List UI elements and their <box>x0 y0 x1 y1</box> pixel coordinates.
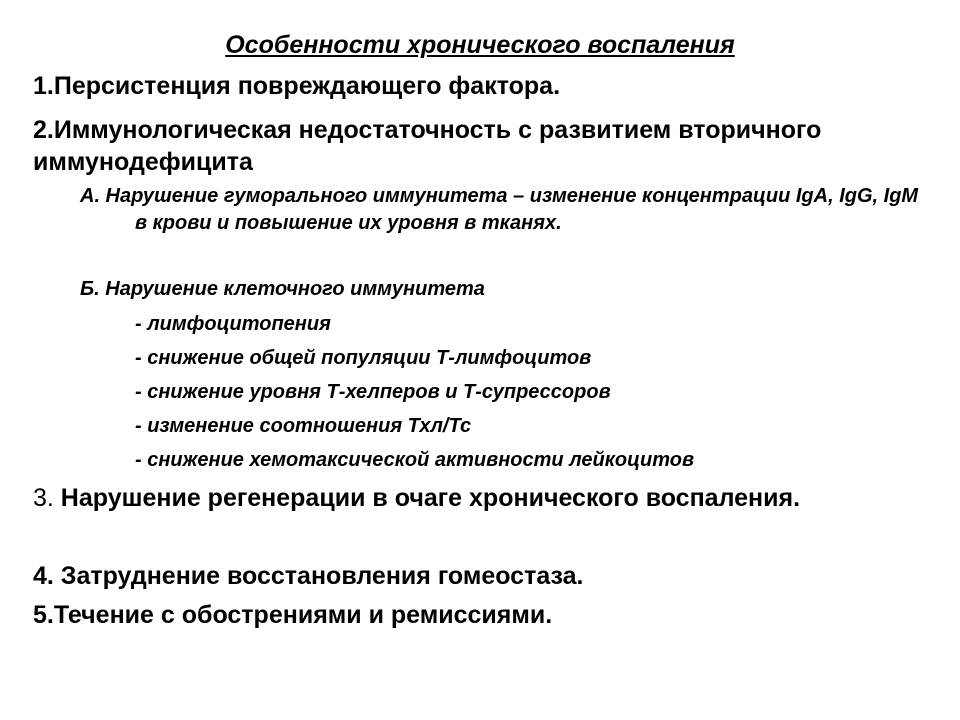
detail-item-3: - снижение уровня Т-хелперов и Т-супрессоров <box>135 381 611 403</box>
detail-item-2: - снижение общей популяции Т-лимфоцитов <box>135 347 592 369</box>
list-item-1: 1.Персистенция повреждающего фактора. <box>33 72 561 100</box>
list-item-4: 4. Затруднение восстановления гомеостаза. <box>33 562 584 590</box>
list-item-3-number: 3. <box>33 484 54 512</box>
sub-item-humoral: А. Нарушение гуморального иммунитета – изменение концентрации IgA, IgG, IgM в крови и повышение их уровня в тканях. <box>80 185 919 234</box>
slide-title: Особенности хронического воспаления <box>225 31 735 59</box>
detail-item-5: - снижение хемотаксической активности лейкоцитов <box>135 449 695 471</box>
list-item-5: 5.Течение с обострениями и ремиссиями. <box>33 601 553 629</box>
detail-item-1: - лимфоцитопения <box>135 313 331 335</box>
detail-item-4: - изменение соотношения Тхл/Тс <box>135 415 472 437</box>
list-item-3 <box>33 482 923 514</box>
sub-item-cellular: Б. Нарушение клеточного иммунитета <box>80 278 485 300</box>
list-item-2: 2.Иммунологическая недостаточность с развитием вторичного иммунодефицита <box>33 116 822 176</box>
list-item-3-text: Нарушение регенерации в очаге хронического воспаления. <box>53 484 801 512</box>
